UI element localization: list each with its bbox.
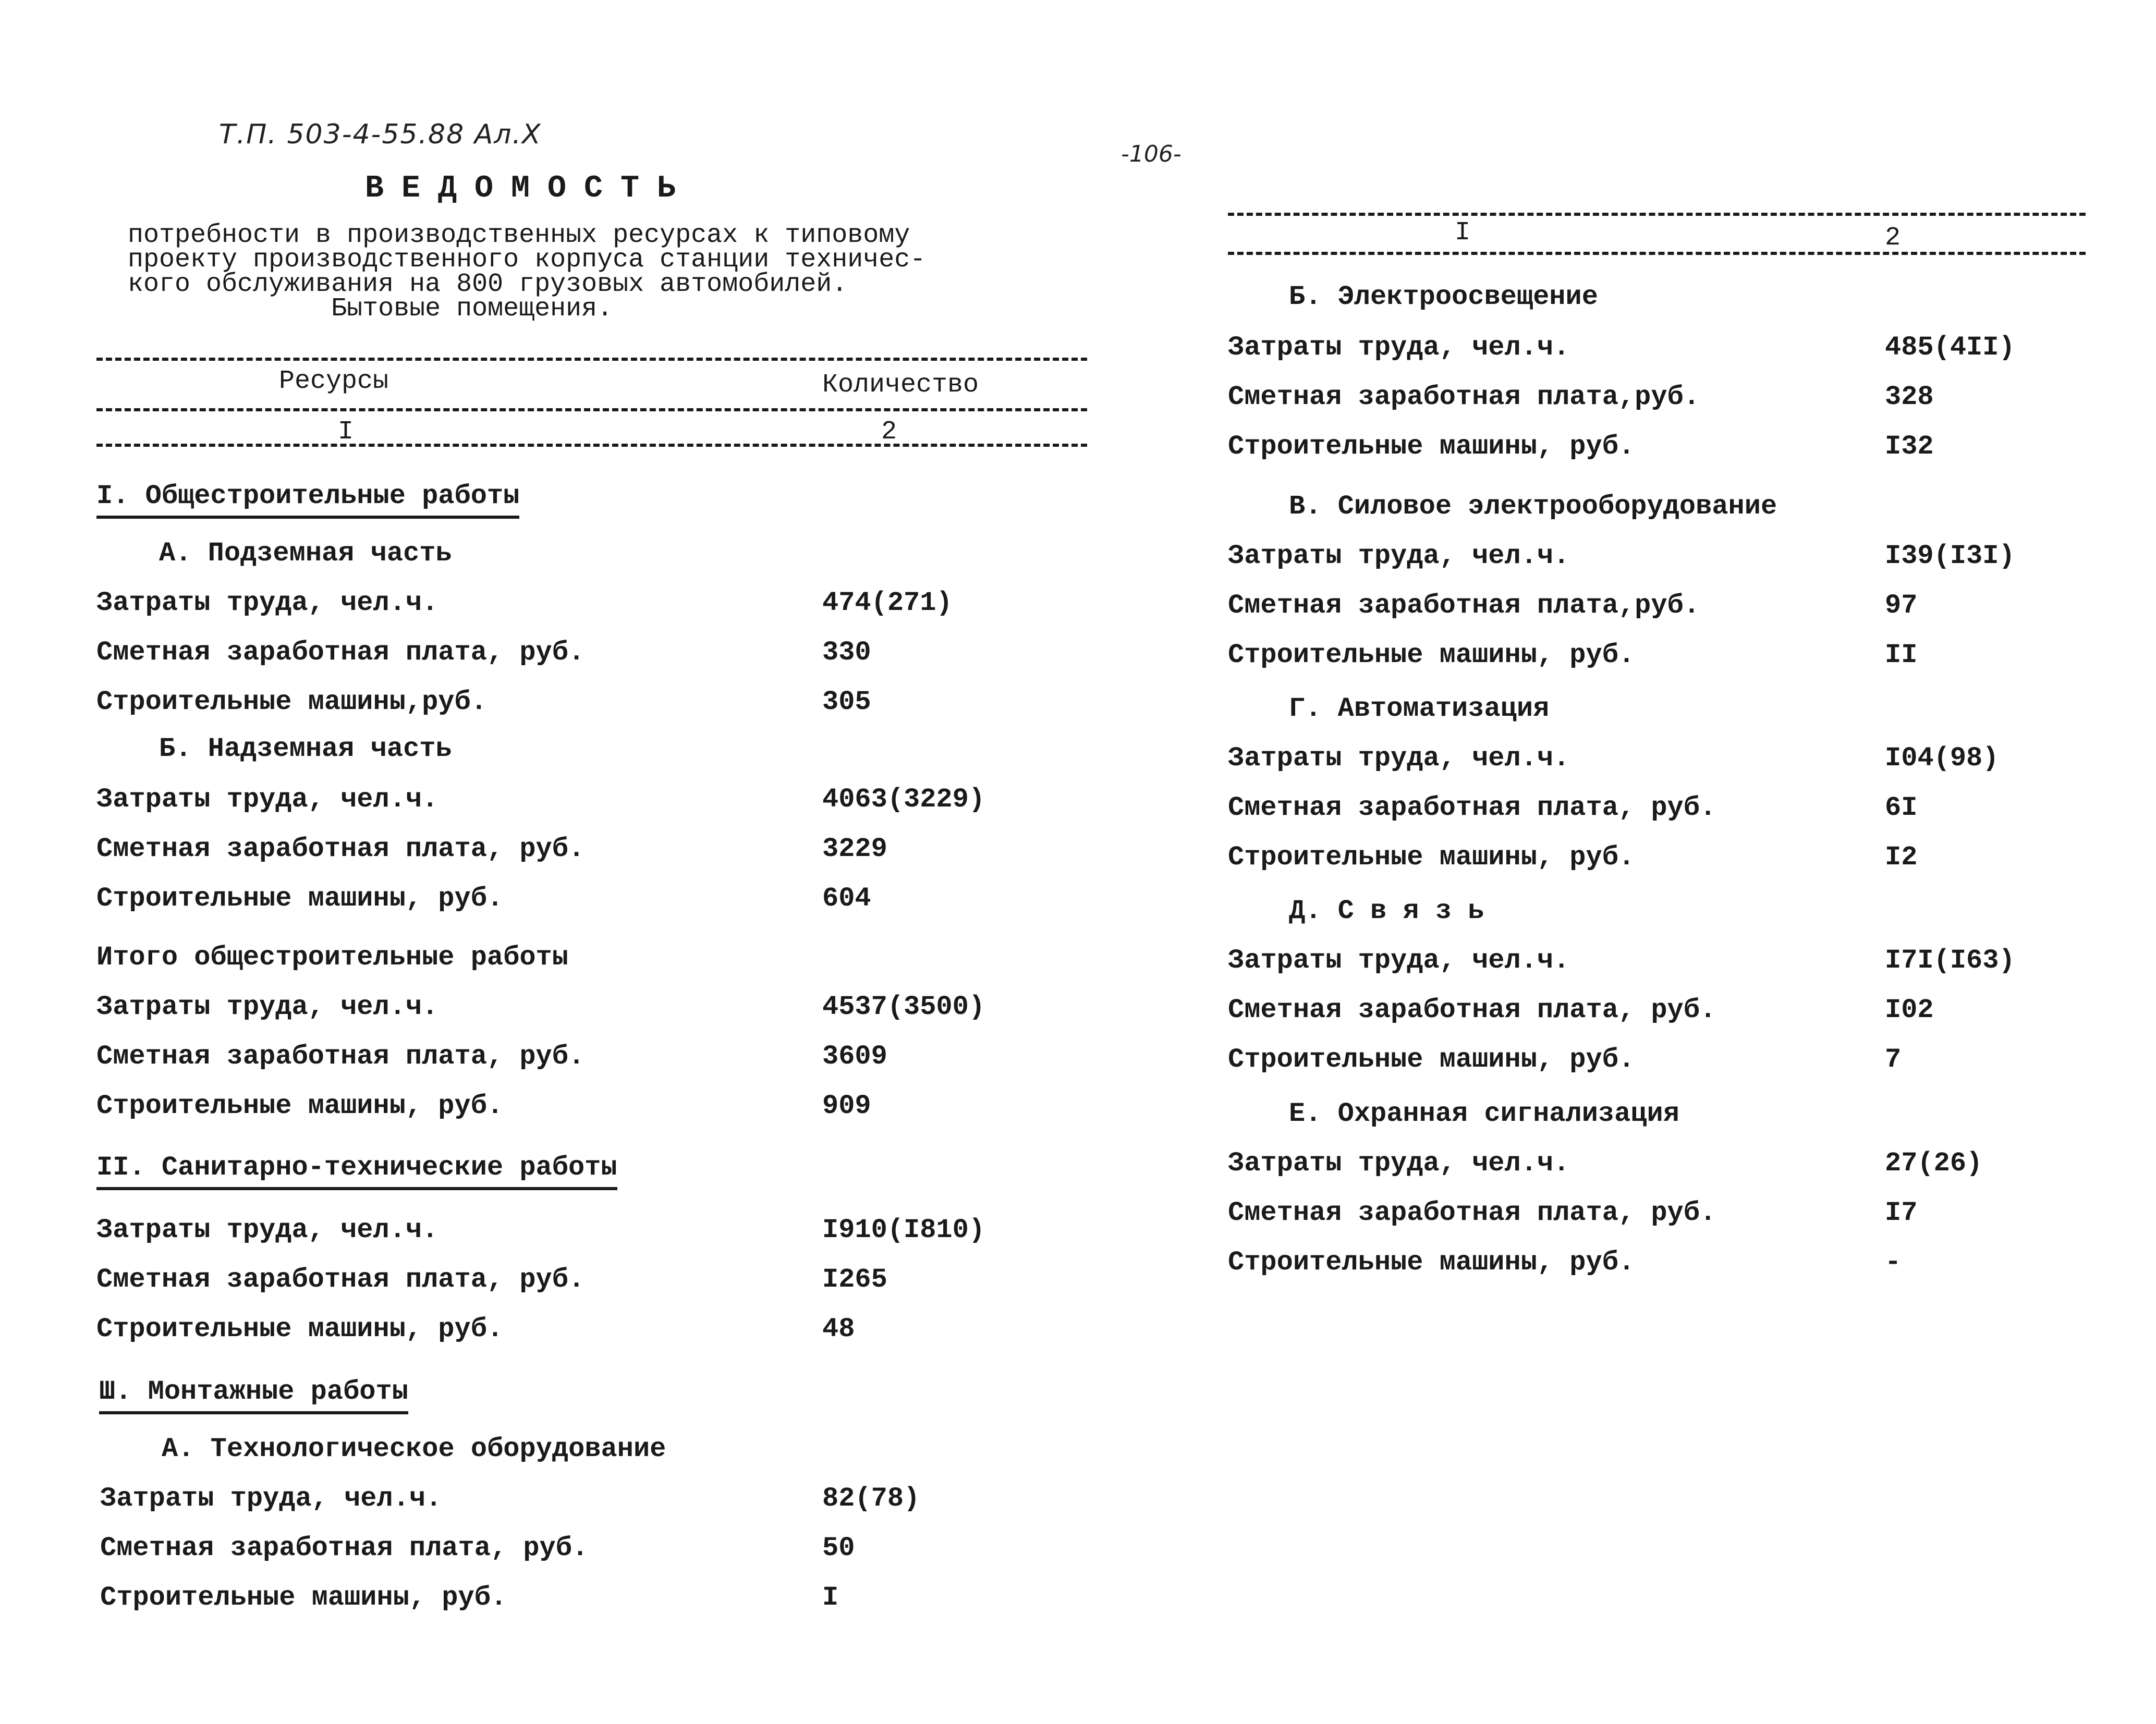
subsection-title: В. Силовое электрооборудование [1289,491,1777,522]
table-header-rule [1228,252,2086,255]
row-value: I02 [1885,995,1934,1025]
column-header-quantity: Количество [822,370,979,400]
row-label: Сметная заработная плата,руб. [1228,382,1700,412]
document-title: ВЕДОМОСТЬ [365,171,694,206]
subsection-title: А. Подземная часть [159,538,452,569]
row-label: Сметная заработная плата, руб. [96,1264,585,1295]
row-label: Затраты труда, чел.ч. [96,588,438,618]
row-label: Строительные машины, руб. [96,1314,504,1344]
row-value: 3229 [822,834,887,864]
row-label: Сметная заработная плата, руб. [1228,1197,1716,1228]
row-label: Затраты труда, чел.ч. [96,1215,438,1245]
row-label: Строительные машины, руб. [1228,842,1635,873]
row-value: 485(4II) [1885,332,2015,363]
row-label: Сметная заработная плата, руб. [100,1533,589,1563]
row-value: I04(98) [1885,743,1999,774]
section-title: II. Санитарно-технические работы [96,1152,617,1190]
row-label: Строительные машины, руб. [1228,431,1635,462]
row-value: I910(I810) [822,1215,985,1245]
page-number: -106- [1121,141,1181,167]
row-value: I265 [822,1264,887,1295]
subsection-title: Г. Автоматизация [1289,693,1550,724]
row-label: Сметная заработная плата,руб. [1228,590,1700,621]
row-label: Затраты труда, чел.ч. [1228,541,1570,571]
row-label: Сметная заработная плата, руб. [1228,792,1716,823]
row-label: Затраты труда, чел.ч. [96,784,438,815]
row-label: Строительные машины, руб. [96,1091,504,1121]
row-value: 7 [1885,1044,1902,1075]
subsection-title: Б. Электроосвещение [1289,282,1598,312]
row-value: 305 [822,687,871,717]
row-label: Затраты труда, чел.ч. [96,992,438,1022]
row-value: I2 [1885,842,1918,873]
row-value: 97 [1885,590,1918,621]
section-title: I. Общестроительные работы [96,481,519,519]
row-label: Строительные машины, руб. [1228,1044,1635,1075]
row-label: Строительные машины, руб. [100,1582,507,1613]
row-value: 50 [822,1533,855,1563]
row-value: I39(I3I) [1885,541,2015,571]
row-label: Затраты труда, чел.ч. [1228,1148,1570,1179]
row-value: I7I(I63) [1885,945,2015,976]
row-label: Затраты труда, чел.ч. [1228,743,1570,774]
row-value: 474(271) [822,588,953,618]
column-number-1: I [338,417,354,447]
subsection-title: А. Технологическое оборудование [162,1434,666,1464]
row-label: Строительные машины, руб. [96,883,504,914]
row-value: 27(26) [1885,1148,1983,1179]
row-value: 4537(3500) [822,992,985,1022]
subsection-title: Д. С в я з ь [1289,896,1484,926]
row-value: 82(78) [822,1483,920,1514]
row-label: Затраты труда, чел.ч. [1228,945,1570,976]
row-value: 330 [822,637,871,668]
row-value: 909 [822,1091,871,1121]
section-title: Ш. Монтажные работы [99,1376,408,1414]
row-value: 604 [822,883,871,914]
row-value: I32 [1885,431,1934,462]
row-label: Строительные машины, руб. [1228,640,1635,670]
row-value: 6I [1885,792,1918,823]
column-number-1: I [1455,218,1471,248]
row-label: Сметная заработная плата, руб. [96,637,585,668]
total-title: Итого общестроительные работы [96,942,568,973]
table-header-rule [1228,213,2086,216]
column-number-2: 2 [881,417,897,447]
row-label: Затраты труда, чел.ч. [1228,332,1570,363]
document-code: Т.П. 503-4-55.88 Ал.Х [219,119,542,150]
column-header-resources: Ресурсы [279,366,389,396]
row-value: 4063(3229) [822,784,985,815]
row-value: 3609 [822,1041,887,1072]
row-value: 328 [1885,382,1934,412]
document-subtitle: потребности в производственных ресурсах к типовому проекту производственного корпуса станции техничес- кого обслуживания на 800 грузовых автомобилей. Бытовые помещения. [128,221,926,324]
row-label: Затраты труда, чел.ч. [100,1483,442,1514]
table-header-rule [96,444,1087,447]
row-value: I [822,1582,839,1613]
subsection-title: Е. Охранная сигнализация [1289,1098,1679,1129]
row-label: Сметная заработная плата, руб. [96,1041,585,1072]
table-header-rule [96,358,1087,361]
row-label: Строительные машины,руб. [96,687,487,717]
row-label: Сметная заработная плата, руб. [96,834,585,864]
subsection-title: Б. Надземная часть [159,733,452,764]
column-number-2: 2 [1885,223,1901,253]
table-header-rule [96,408,1087,411]
row-value: - [1885,1247,1902,1278]
row-value: I7 [1885,1197,1918,1228]
row-value: 48 [822,1314,855,1344]
row-label: Сметная заработная плата, руб. [1228,995,1716,1025]
row-label: Строительные машины, руб. [1228,1247,1635,1278]
row-value: II [1885,640,1918,670]
